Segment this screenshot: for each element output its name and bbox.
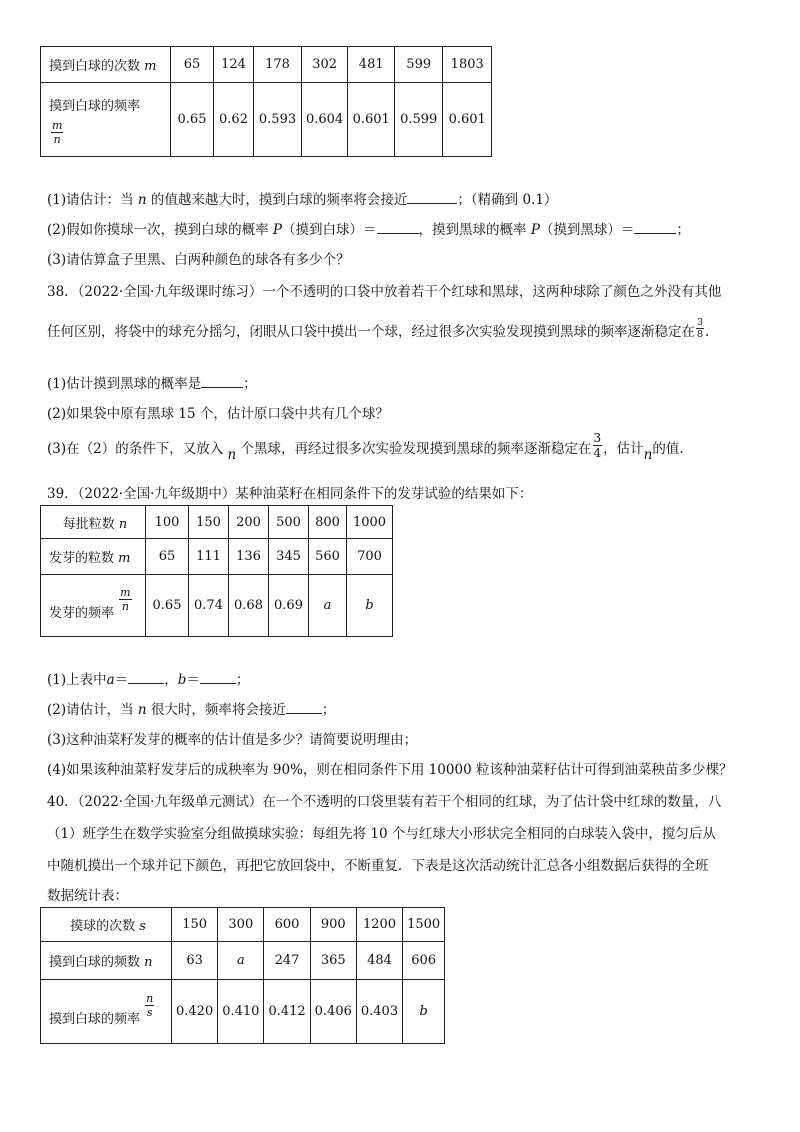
table-cell: 0.68 [229, 575, 269, 637]
table-cell: 0.406 [310, 980, 356, 1044]
table-cell: b [347, 575, 393, 637]
table-row [41, 942, 445, 980]
question-40-line-2: （1）班学生在数学实验室分组做摸球实验：每组先将 10 个与红球大小形状完全相同的白球装入袋中，搅匀后从 [47, 826, 716, 842]
table-row [41, 506, 393, 539]
table-header-cell [41, 575, 146, 637]
table-cell: 0.410 [218, 980, 264, 1044]
table-header-cell [41, 908, 172, 942]
variable: b [177, 672, 187, 688]
row-label: 发芽的粒数 [49, 551, 115, 566]
table-header-cell [41, 539, 146, 575]
question-39-part-4: (4)如果该种油菜籽发芽后的成秧率为 90%，则在相同条件下用 10000 粒该种油菜籽估计可得到油菜秧苗多少棵？ [47, 762, 733, 778]
table-cell: 0.403 [356, 980, 402, 1044]
question-39-head: 39．（2022·全国·九年级期中）某种油菜籽在相同条件下的发芽试验的结果如下： [47, 486, 533, 502]
variable: a [106, 672, 115, 688]
table-header-cell [41, 47, 171, 83]
text: ； [243, 376, 257, 392]
text: ，摸到黑球的概率 [418, 222, 527, 238]
table-cell: 500 [269, 506, 309, 539]
table-cell: 1000 [347, 506, 393, 539]
table-header-cell [41, 942, 172, 980]
table-cell: 599 [395, 47, 443, 83]
fraction [696, 318, 704, 340]
text: ； [235, 672, 250, 688]
table-cell: 0.65 [171, 83, 214, 157]
table-cell: 63 [172, 942, 218, 980]
table-cell: 136 [229, 539, 269, 575]
fraction-denominator: n [53, 132, 61, 146]
table-cell: 800 [309, 506, 347, 539]
question-39-part-2 [47, 698, 335, 718]
table-cell: 600 [264, 908, 310, 942]
table-cell: 0.604 [302, 83, 348, 157]
fraction-numerator: m [120, 586, 131, 599]
text: (1)上表中 [47, 672, 107, 688]
fraction [119, 587, 131, 612]
question-38-part-1 [47, 372, 257, 392]
answer-blank[interactable] [128, 671, 164, 684]
text: . [705, 324, 710, 340]
table-cell: 900 [310, 908, 356, 942]
text: (1)请估计：当 [47, 192, 134, 208]
fraction-denominator: n [121, 600, 129, 613]
answer-blank[interactable] [200, 671, 236, 684]
text: ； [676, 222, 690, 238]
variable: n [227, 447, 237, 463]
question-38-part-3 [47, 431, 684, 463]
text: (1)估计摸到黑球的概率是 [47, 376, 202, 392]
question-38-part-2: (2)如果袋中原有黑球 15 个，估计原口袋中共有几个球？ [47, 406, 389, 422]
variable: n [137, 702, 147, 718]
question-37-part-2 [47, 218, 690, 238]
row-label: 发芽的频率 [49, 606, 115, 621]
row-label: 摸到白球的频率 [49, 1012, 141, 1027]
answer-blank[interactable] [286, 701, 322, 714]
row-label: 摸到白球的频数 [49, 955, 141, 970]
table-ball-drawing [40, 907, 445, 1044]
table-cell: 0.593 [254, 83, 302, 157]
table-cell: 481 [348, 47, 395, 83]
text: (3)在（2）的条件下，又放入 [47, 441, 224, 457]
table-cell: 111 [189, 539, 229, 575]
row-label: 每批粒数 [62, 516, 115, 532]
question-39-part-1 [47, 668, 249, 688]
text: 很大时，频率将会接近 [150, 702, 286, 718]
table-cell: 150 [189, 506, 229, 539]
text: （摸到黑球）＝ [539, 222, 635, 238]
variable: m [118, 551, 131, 566]
variable: n [144, 955, 153, 970]
table-row [41, 575, 393, 637]
text: ；（精确到 0.1） [457, 192, 558, 208]
table-cell: 365 [310, 942, 356, 980]
question-37-part-1 [47, 188, 557, 208]
table-cell: 1500 [403, 908, 445, 942]
table-cell: 484 [356, 942, 402, 980]
table-cell: 65 [171, 47, 214, 83]
text: (2)请估计，当 [47, 702, 134, 718]
variable: n [643, 447, 653, 463]
row-label: 摸到白球的次数 [49, 59, 141, 74]
table-cell: 560 [309, 539, 347, 575]
variable: P [272, 222, 283, 238]
question-38-line-2 [47, 316, 710, 344]
fraction [145, 993, 154, 1018]
question-40-line-3: 中随机摸出一个球并记下颜色，再把它放回袋中，不断重复．下表是这次活动统计汇总各小组数据后获得的全班 [47, 858, 709, 874]
variable: s [139, 919, 146, 934]
text: 的值. [652, 441, 684, 457]
table-row [41, 47, 492, 83]
variable: n [118, 516, 128, 532]
table-ball-frequency [40, 46, 492, 157]
text: ＝ [186, 672, 200, 688]
fraction-numerator: 3 [697, 316, 704, 328]
question-40-line-4: 数据统计表： [47, 888, 128, 904]
text: ，估计 [603, 441, 644, 457]
fraction-numerator: n [146, 992, 154, 1005]
table-cell: 345 [269, 539, 309, 575]
question-38-head: 38．（2022·全国·九年级课时练习）一个不透明的口袋中放着若干个红球和黑球，这两种球除了颜色之外没有其他 [47, 284, 722, 300]
variable: P [530, 222, 540, 238]
table-cell: 302 [302, 47, 348, 83]
table-row [41, 980, 445, 1044]
table-cell: a [218, 942, 264, 980]
table-cell: 0.420 [172, 980, 218, 1044]
table-seed-germination [40, 505, 393, 637]
table-cell: 0.65 [146, 575, 189, 637]
table-cell: 100 [146, 506, 189, 539]
answer-blank[interactable] [201, 375, 243, 388]
question-37-part-3: (3)请估算盒子里黑、白两种颜色的球各有多少个？ [47, 252, 350, 268]
text: （摸到白球）＝ [282, 222, 377, 238]
table-cell: 700 [347, 539, 393, 575]
fraction-numerator: 3 [593, 431, 602, 445]
fraction [593, 432, 603, 459]
table-cell: 124 [214, 47, 254, 83]
table-header-cell [41, 980, 172, 1044]
text: 的值越来越大时，摸到白球的频率将会接近 [150, 192, 408, 208]
table-cell: 150 [172, 908, 218, 942]
table-cell: 200 [229, 506, 269, 539]
table-cell: 65 [146, 539, 189, 575]
row-label: 摸到白球的频率 [49, 98, 141, 114]
table-cell: 0.601 [443, 83, 492, 157]
fraction-numerator: m [52, 118, 63, 132]
table-cell: 1200 [356, 908, 402, 942]
variable: m [144, 59, 157, 74]
table-cell: 300 [218, 908, 264, 942]
variable: n [137, 192, 147, 208]
table-row [41, 908, 445, 942]
table-cell: b [403, 980, 445, 1044]
question-39-part-3: (3)这种油菜籽发芽的概率的估计值是多少？请简要说明理由； [47, 732, 418, 748]
table-row [41, 539, 393, 575]
question-40-head: 40．（2022·全国·九年级单元测试）在一个不透明的口袋里装有若干个相同的红球，为了估计袋中红球的数量，八 [47, 794, 722, 810]
table-cell: 0.601 [348, 83, 395, 157]
answer-blank[interactable] [634, 221, 676, 234]
table-header-cell [41, 83, 171, 157]
text: 任何区别，将袋中的球充分摇匀，闭眼从口袋中摸出一个球，经过很多次实验发现摸到黑球的频率逐渐稳定在 [47, 324, 695, 340]
text: ； [321, 702, 336, 718]
answer-blank[interactable] [377, 221, 419, 234]
table-cell: 0.412 [264, 980, 310, 1044]
table-header-cell [41, 506, 146, 539]
fraction-denominator: 4 [593, 446, 602, 460]
table-cell: 0.62 [214, 83, 254, 157]
table-cell: 247 [264, 942, 310, 980]
table-cell: 0.69 [269, 575, 309, 637]
fraction-denominator: s [146, 1006, 153, 1019]
table-cell: 0.74 [189, 575, 229, 637]
table-cell: a [309, 575, 347, 637]
table-cell: 1803 [443, 47, 492, 83]
table-row [41, 83, 492, 157]
answer-blank[interactable] [407, 191, 457, 204]
row-label: 摸球的次数 [70, 919, 136, 934]
fraction [51, 120, 63, 145]
table-cell: 0.599 [395, 83, 443, 157]
fraction-denominator: 8 [697, 329, 704, 340]
table-cell: 178 [254, 47, 302, 83]
text: ， [164, 672, 178, 688]
text: (2)假如你摸球一次，摸到白球的概率 [47, 222, 269, 238]
text: 个黑球，再经过很多次实验发现摸到黑球的频率逐渐稳定在 [240, 441, 592, 457]
text: ＝ [114, 672, 129, 688]
table-cell: 606 [403, 942, 445, 980]
